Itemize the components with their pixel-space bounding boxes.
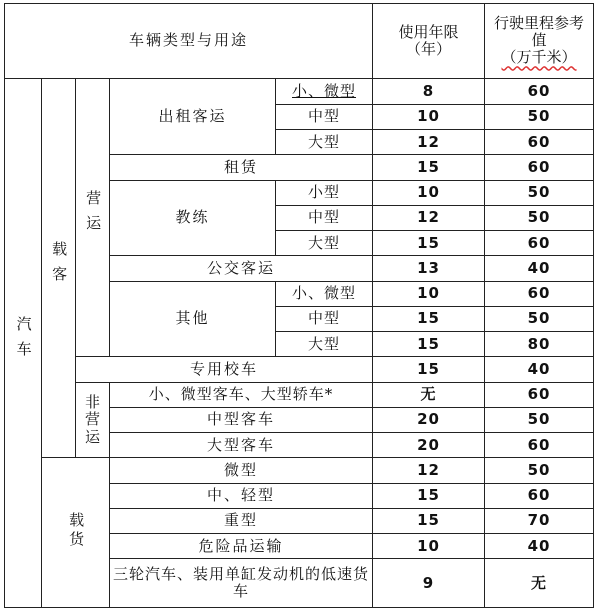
mileage-cell: 50 [485,205,594,230]
mileage-cell: 80 [485,332,594,357]
group-noncommercial-line2: 营 [84,410,100,429]
subgroup-other: 其他 [110,281,276,357]
group-passenger [42,78,76,458]
size-cell: 中型 [276,205,373,230]
mileage-cell: 50 [485,180,594,205]
life-cell: 12 [373,458,485,483]
row-label: 微型 [110,458,373,483]
life-cell: 15 [373,231,485,256]
size-label: 小、微型 [292,81,357,100]
mileage-cell: 60 [485,155,594,180]
header-mileage [485,4,594,79]
mileage-cell: 60 [485,483,594,508]
header-life [373,4,485,79]
group-noncommercial-line3: 运 [84,427,100,446]
subgroup-training: 教练 [110,180,276,256]
life-cell: 无 [373,382,485,407]
life-cell: 10 [373,281,485,306]
mileage-cell: 50 [485,104,594,129]
header-mileage-line1: 行驶里程参考 [494,13,585,32]
life-cell: 9 [373,559,485,608]
row-label: 重型 [110,508,373,533]
row-label: 中、轻型 [110,483,373,508]
mileage-cell: 60 [485,281,594,306]
header-life-line1: 使用年限 [398,22,459,41]
life-cell: 10 [373,104,485,129]
group-noncommercial [76,382,110,458]
mileage-cell: 60 [485,231,594,256]
subgroup-rental: 租赁 [110,155,373,180]
size-cell: 大型 [276,231,373,256]
subgroup-school-bus: 专用校车 [76,357,373,382]
group-passenger-label: 载客 [50,240,69,291]
size-cell [276,78,373,104]
header-mileage-line2: 值 [531,31,547,50]
size-cell: 中型 [276,104,373,129]
life-cell: 8 [373,78,485,104]
life-cell: 15 [373,155,485,180]
size-cell: 中型 [276,306,373,331]
group-noncommercial-line1: 非 [84,393,100,412]
group-cargo-label: 载货 [67,511,86,550]
mileage-cell: 无 [485,559,594,608]
life-cell: 15 [373,357,485,382]
subgroup-taxi: 出租客运 [110,78,276,155]
table-row [5,357,594,382]
life-cell: 15 [373,332,485,357]
mileage-cell: 40 [485,534,594,559]
life-cell: 15 [373,306,485,331]
table-row [5,458,594,483]
size-cell: 大型 [276,332,373,357]
row-label: 小、微型客车、大型轿车* [110,382,373,407]
size-cell: 小型 [276,180,373,205]
table-row [5,382,594,407]
row-label: 三轮汽车、装用单缸发动机的低速货车 [110,559,373,608]
life-cell: 10 [373,180,485,205]
header-life-line2: （年） [406,39,452,58]
group-auto-label: 汽车 [14,315,33,366]
mileage-cell: 50 [485,306,594,331]
mileage-cell: 60 [485,130,594,155]
life-cell: 10 [373,534,485,559]
group-commercial [76,78,110,357]
vehicle-lifespan-table [4,3,594,608]
mileage-cell: 60 [485,433,594,458]
mileage-cell: 40 [485,256,594,281]
table-row [5,78,594,104]
mileage-cell: 50 [485,407,594,432]
header-mileage-line3: （万千米） [501,48,577,67]
row-label: 危险品运输 [110,534,373,559]
life-cell: 13 [373,256,485,281]
life-cell: 15 [373,483,485,508]
group-auto [5,78,42,607]
size-cell: 小、微型 [276,281,373,306]
size-cell: 大型 [276,130,373,155]
mileage-cell: 60 [485,78,594,104]
life-cell: 20 [373,433,485,458]
life-cell: 20 [373,407,485,432]
mileage-cell: 40 [485,357,594,382]
row-label: 中型客车 [110,407,373,432]
mileage-cell: 50 [485,458,594,483]
subgroup-bus: 公交客运 [110,256,373,281]
life-cell: 12 [373,205,485,230]
mileage-cell: 60 [485,382,594,407]
row-label: 大型客车 [110,433,373,458]
life-cell: 15 [373,508,485,533]
header-row [5,4,594,79]
mileage-cell: 70 [485,508,594,533]
life-cell: 12 [373,130,485,155]
header-category: 车辆类型与用途 [5,4,373,79]
group-commercial-label: 营运 [84,190,103,241]
group-cargo [42,458,110,608]
